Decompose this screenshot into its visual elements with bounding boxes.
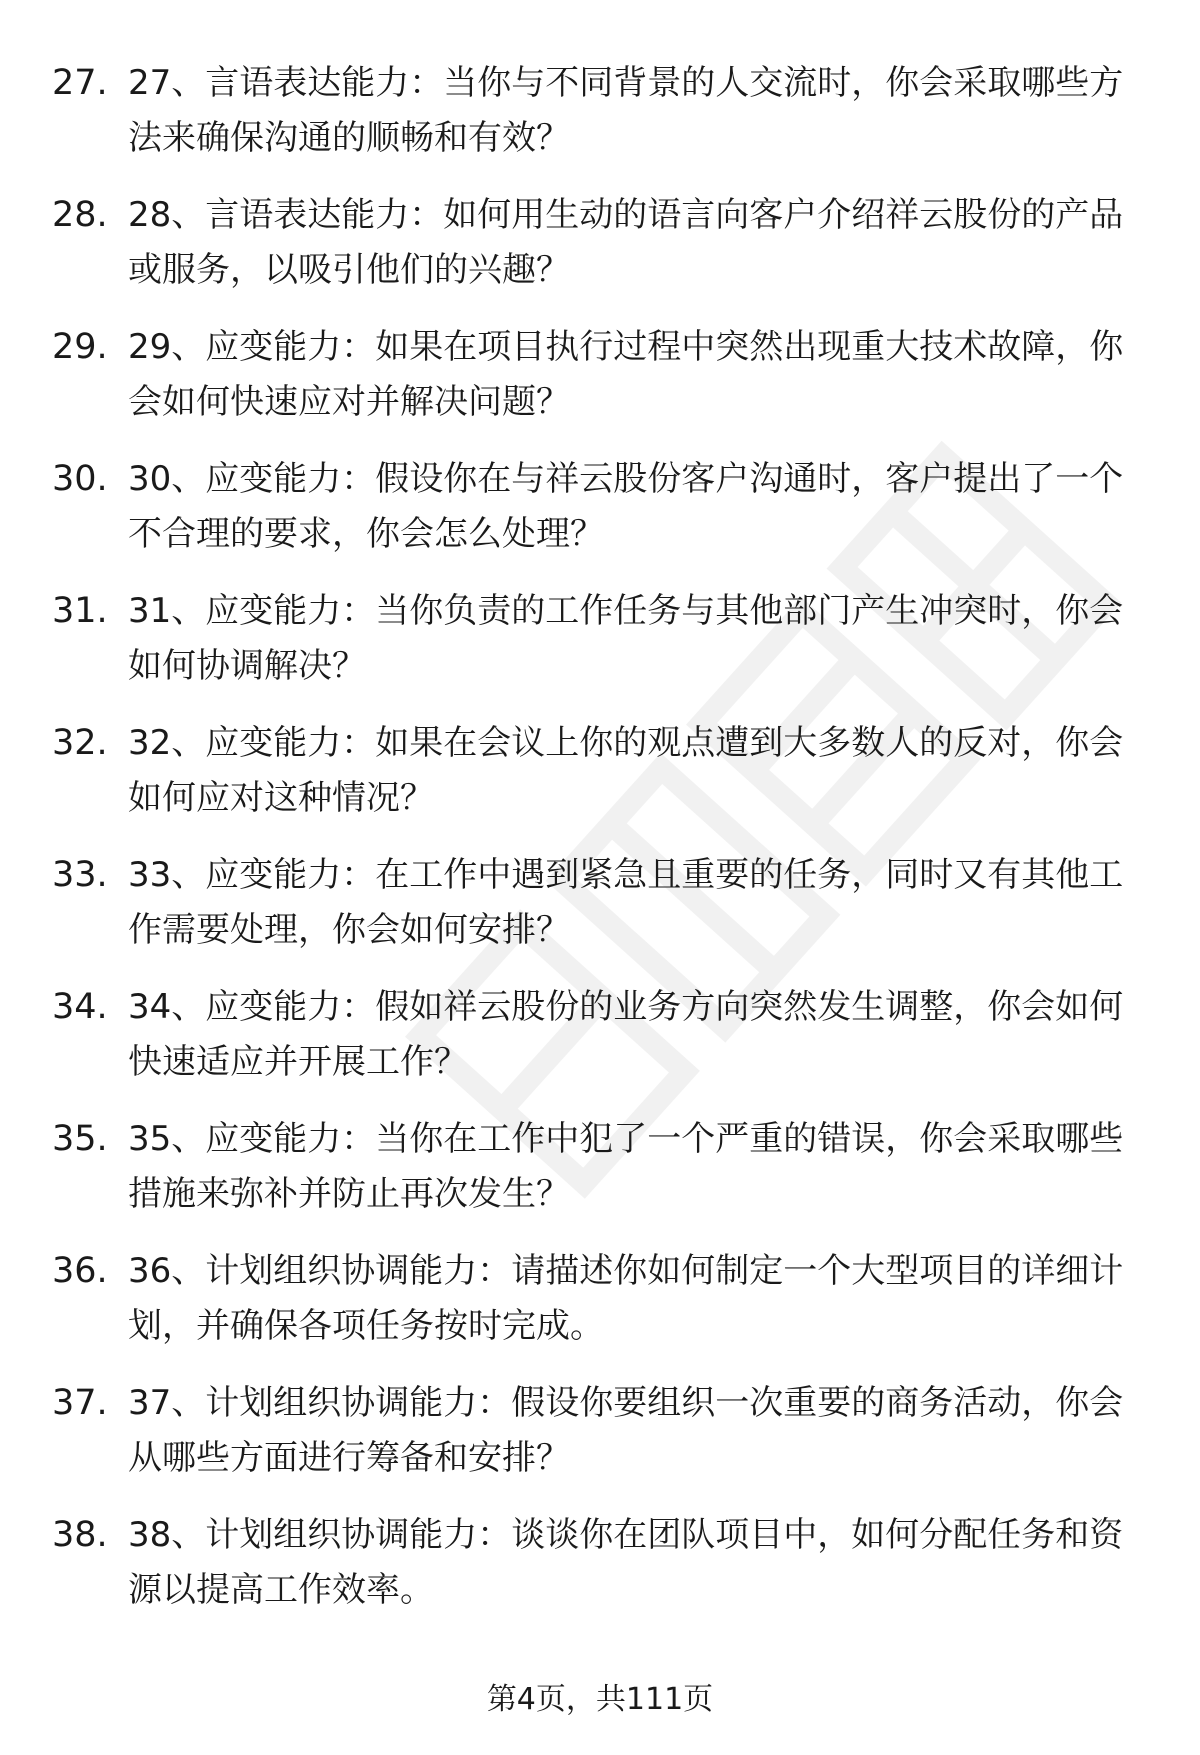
list-item-number: 29. [52,327,108,367]
list-item-text: 36、计划组织协调能力：请描述你如何制定一个大型项目的详细计划，并确保各项任务按时完成。 [128,1251,1124,1346]
list-item-number: 35. [52,1119,108,1159]
list-item-number: 34. [52,987,108,1027]
list-item-text: 29、应变能力：如果在项目执行过程中突然出现重大技术故障，你会如何快速应对并解决问题？ [128,327,1124,422]
list-item-number: 31. [52,591,108,631]
list-item-number: 36. [52,1251,108,1291]
list-item-text: 30、应变能力：假设你在与祥云股份客户沟通时，客户提出了一个不合理的要求，你会怎么处理？ [128,459,1124,554]
list-item-number: 37. [52,1383,108,1423]
page-footer: 第4页，共111页 [486,1682,714,1717]
list-item [0,976,1200,1108]
list-item [0,316,1200,448]
list-item-number: 38. [52,1515,108,1555]
list-item [0,52,1200,184]
list-item-number: 27. [52,63,108,103]
list-item-text: 32、应变能力：如果在会议上你的观点遭到大多数人的反对，你会如何应对这种情况？ [128,723,1124,818]
question-list [0,52,1200,1636]
list-item-text: 34、应变能力：假如祥云股份的业务方向突然发生调整，你会如何快速适应并开展工作？ [128,987,1124,1082]
list-item [0,580,1200,712]
list-item-text: 28、言语表达能力：如何用生动的语言向客户介绍祥云股份的产品或服务，以吸引他们的兴趣？ [128,195,1124,290]
list-item-text: 33、应变能力：在工作中遇到紧急且重要的任务，同时又有其他工作需要处理，你会如何安排？ [128,855,1124,950]
list-item [0,1504,1200,1636]
list-item [0,1240,1200,1372]
list-item-number: 32. [52,723,108,763]
list-item-text: 38、计划组织协调能力：谈谈你在团队项目中，如何分配任务和资源以提高工作效率。 [128,1515,1124,1610]
list-item-text: 37、计划组织协调能力：假设你要组织一次重要的商务活动，你会从哪些方面进行筹备和安排？ [128,1383,1124,1478]
list-item [0,1108,1200,1240]
list-item [0,1372,1200,1504]
list-item-text: 31、应变能力：当你负责的工作任务与其他部门产生冲突时，你会如何协调解决？ [128,591,1124,686]
list-item-number: 30. [52,459,108,499]
list-item [0,844,1200,976]
list-item-number: 33. [52,855,108,895]
list-item [0,712,1200,844]
list-item [0,448,1200,580]
list-item [0,184,1200,316]
list-item-number: 28. [52,195,108,235]
list-item-text: 27、言语表达能力：当你与不同背景的人交流时，你会采取哪些方法来确保沟通的顺畅和有效？ [128,63,1124,158]
list-item-text: 35、应变能力：当你在工作中犯了一个严重的错误，你会采取哪些措施来弥补并防止再次发生？ [128,1119,1124,1214]
